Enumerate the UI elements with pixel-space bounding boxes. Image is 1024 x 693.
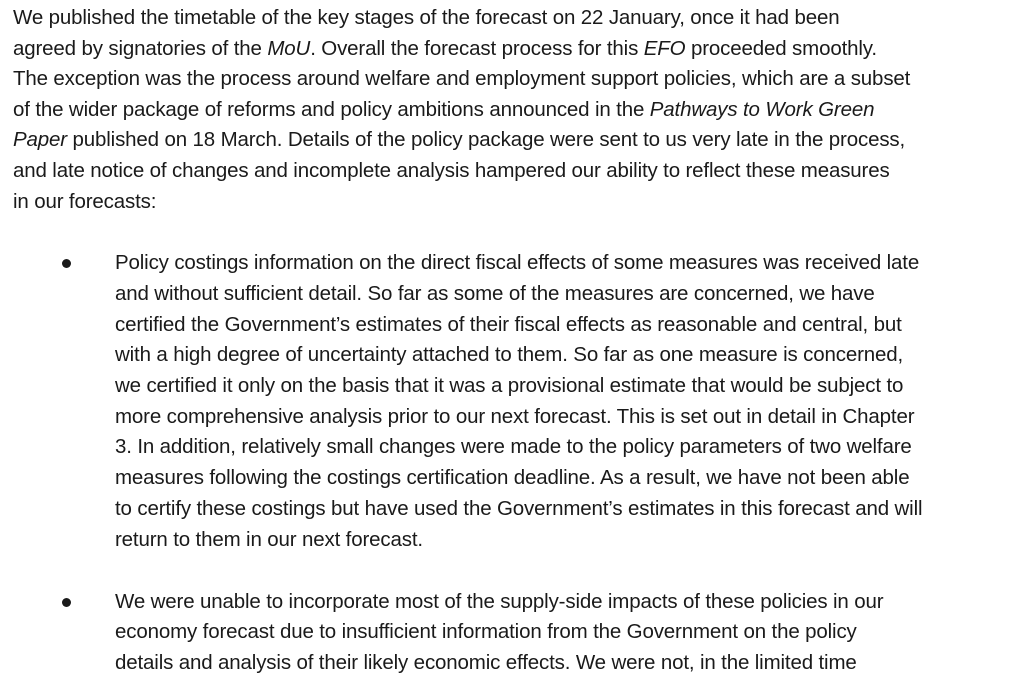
intro-line [13, 187, 156, 218]
intro-line [13, 34, 877, 65]
text-run: with a high degree of uncertainty attached to them. So far as one measure is concerned, [115, 343, 904, 366]
intro-line [13, 125, 905, 156]
text-run: published on 18 March. Details of the policy package were sent to us very late in the process, [66, 128, 906, 151]
bullet-line [115, 371, 903, 402]
bullet-line [115, 525, 423, 556]
text-run: economy forecast due to insufficient information from the Government on the policy [115, 620, 857, 643]
italic-text-run: EFO [643, 37, 686, 60]
text-run: The exception was the process around welfare and employment support policies, which are a subset [13, 67, 911, 90]
intro-line [13, 156, 890, 187]
text-run: details and analysis of their likely economic effects. We were not, in the limited time [115, 651, 857, 674]
bullet-line [115, 494, 922, 525]
text-run: Policy costings information on the direct fiscal effects of some measures was received late [115, 251, 920, 274]
intro-line [13, 3, 839, 34]
intro-line [13, 64, 910, 95]
italic-text-run: Pathways to Work Green [649, 98, 875, 121]
bullet-icon [62, 598, 71, 607]
text-run: more comprehensive analysis prior to our next forecast. This is set out in detail in Chapter [115, 405, 915, 428]
bullet-line [115, 587, 883, 618]
text-run: and late notice of changes and incomplete analysis hampered our ability to reflect these measures [13, 159, 890, 182]
text-run: agreed by signatories of the [13, 37, 268, 60]
text-run: certified the Government’s estimates of their fiscal effects as reasonable and central, but [115, 313, 902, 336]
text-run: in our forecasts: [13, 190, 157, 213]
italic-text-run: MoU [267, 37, 311, 60]
text-run: to certify these costings but have used the Government’s estimates in this forecast and will [115, 497, 923, 520]
bullet-line [115, 279, 875, 310]
bullet-line [115, 340, 903, 371]
bullet-line [115, 248, 919, 279]
text-run: proceeded smoothly. [685, 37, 877, 60]
intro-line [13, 95, 874, 126]
text-run: We published the timetable of the key stages of the forecast on 22 January, once it had been [13, 6, 840, 29]
text-run: We were unable to incorporate most of the supply-side impacts of these policies in our [115, 590, 884, 613]
bullet-line [115, 310, 902, 341]
bullet-icon [62, 259, 71, 268]
text-run: and without sufficient detail. So far as some of the measures are concerned, we have [115, 282, 875, 305]
text-run: 3. In addition, relatively small changes were made to the policy parameters of two welfare [115, 435, 912, 458]
text-run: return to them in our next forecast. [115, 528, 423, 551]
text-run: . Overall the forecast process for this [310, 37, 644, 60]
text-run: we certified it only on the basis that it was a provisional estimate that would be subject to [115, 374, 904, 397]
text-run: of the wider package of reforms and policy ambitions announced in the [13, 98, 650, 121]
bullet-line [115, 402, 914, 433]
bullet-line [115, 432, 912, 463]
italic-text-run: Paper [13, 128, 67, 151]
bullet-line [115, 617, 857, 648]
bullet-line [115, 463, 909, 494]
bullet-line [115, 648, 857, 679]
text-run: measures following the costings certification deadline. As a result, we have not been able [115, 466, 910, 489]
